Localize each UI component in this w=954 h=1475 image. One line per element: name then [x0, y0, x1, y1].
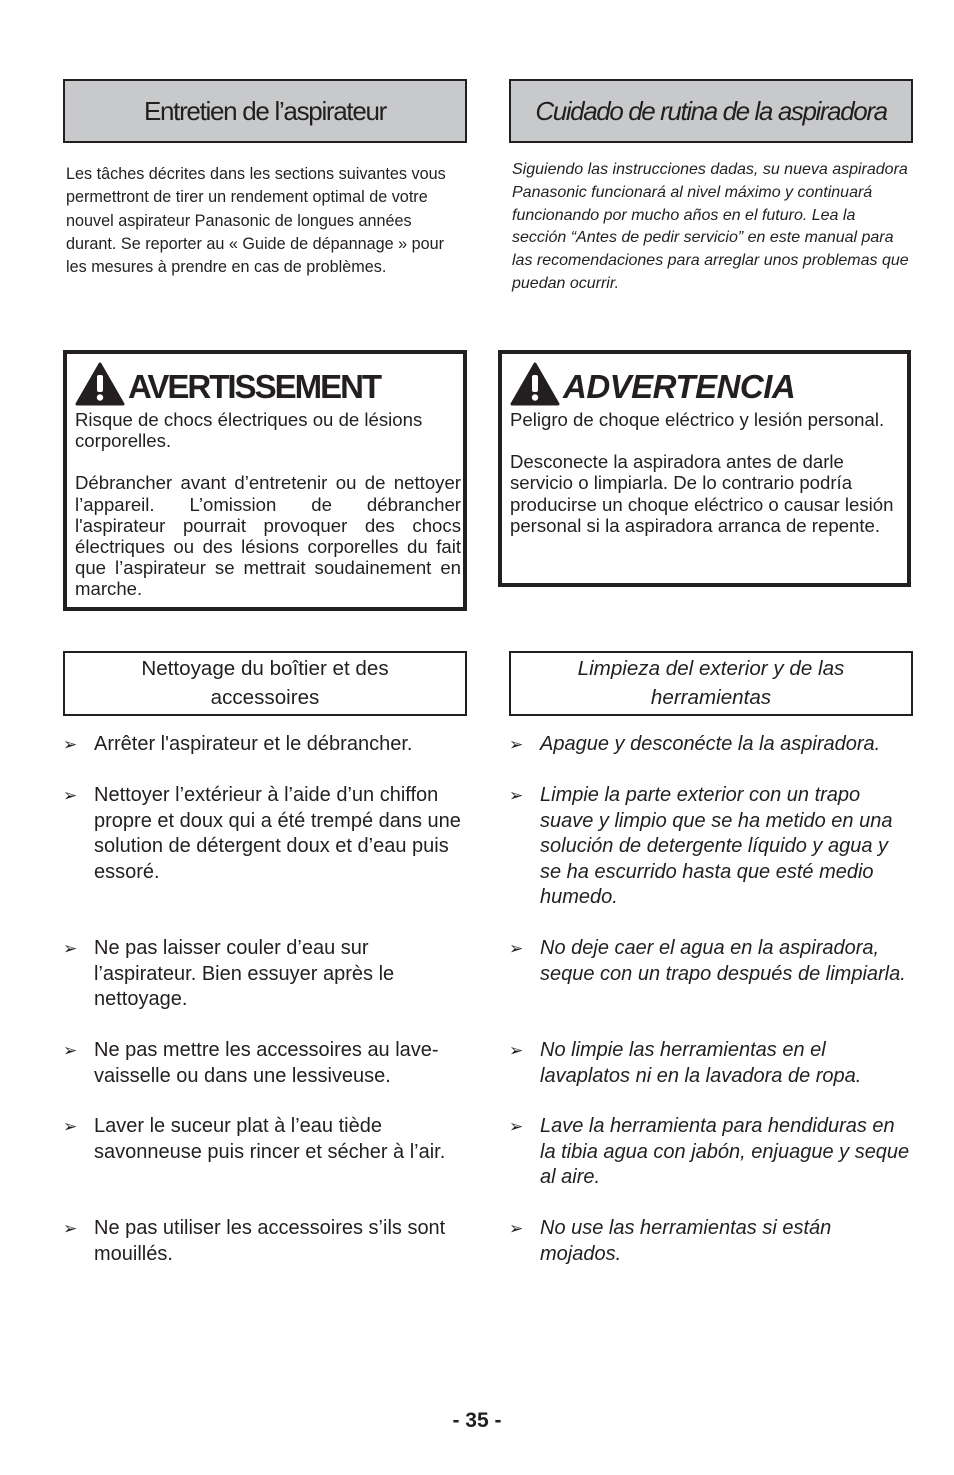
list-item-text: Nettoyer l’extérieur à l’aide d’un chiffon propre et doux qui a été trempé dans une solution de détergent doux et d’eau puis essoré. — [94, 784, 461, 883]
list-item-text: Limpie la parte exterior con un trapo suave y limpio que se ha metido en una solución de detergente líquido y agua y se ha escurrido hasta que esté medio humedo. — [540, 784, 893, 908]
list-item — [509, 1216, 913, 1267]
page-number: - 35 - — [452, 1409, 502, 1432]
list-item-text: Ne pas mettre les accessoires au lave-vaisselle ou dans une lessiveuse. — [94, 1039, 439, 1087]
list-item — [63, 936, 467, 1013]
arrow-bullet-icon: ➢ — [63, 1117, 78, 1136]
list-item — [509, 936, 913, 987]
arrow-bullet-icon: ➢ — [63, 939, 78, 958]
arrow-bullet-icon: ➢ — [63, 786, 78, 805]
subheading-french: Nettoyage du boîtier et des accessoires — [141, 657, 389, 709]
intro-text-french: Les tâches décrites dans les sections suivantes vous permettront de tirer un rendement optimal de votre nouvel aspirateur Panasonic de longues années durant. Se reporter au « Guide de dépannage » pour les mesures à prendre en cas de problèmes. — [66, 165, 446, 277]
list-item-text: No limpie las herramientas en el lavaplatos ni en la lavadora de ropa. — [540, 1039, 862, 1087]
arrow-bullet-icon: ➢ — [509, 735, 524, 754]
warning-header-spanish — [510, 362, 795, 406]
list-item — [63, 1038, 467, 1089]
warning-instruction-text: Desconecte la aspiradora antes de darle servicio o limpiarla. De lo contrario podría producirse un choque eléctrico o causar lesión personal si la aspiradora arranca de repente. — [510, 451, 894, 536]
warning-header-french — [75, 362, 380, 406]
arrow-bullet-icon: ➢ — [509, 939, 524, 958]
list-item-text: Arrêter l'aspirateur et le débrancher. — [94, 733, 413, 755]
arrow-bullet-icon: ➢ — [63, 1219, 78, 1238]
warning-body-spanish — [510, 409, 905, 557]
arrow-bullet-icon: ➢ — [63, 1041, 78, 1060]
warning-body-french — [75, 409, 461, 621]
intro-text-spanish: Siguiendo las instrucciones dadas, su nueva aspiradora Panasonic funcionará al nivel máximo y continuará funcionando por mucho años en el futuro. Lea la sección “Antes de pedir servicio” en este manual para las recomendaciones para arreglar unos problemas que puedan ocurrir. — [512, 161, 909, 292]
list-item-text: Ne pas utiliser les accessoires s’ils sont mouillés. — [94, 1217, 446, 1265]
list-item-text: Laver le suceur plat à l’eau tiède savonneuse puis rincer et sécher à l’air. — [94, 1115, 446, 1163]
warning-triangle-icon — [75, 362, 125, 406]
arrow-bullet-icon: ➢ — [509, 786, 524, 805]
subheading-box-spanish — [509, 651, 913, 716]
warning-risk-text: Risque de chocs électriques ou de lésions corporelles. — [75, 409, 423, 452]
list-item-text: Lave la herramienta para hendiduras en la tibia agua con jabón, enjuague y seque al aire. — [540, 1115, 910, 1188]
warning-title-french: AVERTISSEMENT — [128, 368, 381, 405]
list-item — [509, 783, 913, 911]
arrow-bullet-icon: ➢ — [509, 1219, 524, 1238]
list-item — [63, 1114, 467, 1165]
list-item-text: No use las herramientas si están mojados. — [540, 1217, 832, 1265]
list-item-text: No deje caer el agua en la aspiradora, seque con un trapo después de limpiarla. — [540, 937, 906, 985]
list-item-text: Ne pas laisser couler d’eau sur l’aspirateur. Bien essuyer après le nettoyage. — [94, 937, 395, 1010]
list-item — [509, 1038, 913, 1089]
section-title-spanish: Cuidado de rutina de la aspiradora — [509, 79, 913, 143]
list-item-text: Apague y desconécte la la aspiradora. — [540, 733, 881, 755]
warning-risk-text: Peligro de choque eléctrico y lesión personal. — [510, 409, 885, 430]
warning-instruction-text: Débrancher avant d’entretenir ou de nettoyer l’appareil. L’omission de débrancher l'aspirateur pourrait provoquer des chocs électriques ou des lésions corporelles du fait que l’aspirateur se mettrait soudainement en marche. — [75, 472, 461, 600]
warning-box-spanish — [498, 350, 911, 587]
subheading-spanish: Limpieza del exterior y de las herramientas — [577, 657, 845, 709]
list-item — [63, 732, 467, 758]
arrow-bullet-icon: ➢ — [509, 1041, 524, 1060]
arrow-bullet-icon: ➢ — [63, 735, 78, 754]
list-item — [509, 732, 913, 758]
arrow-bullet-icon: ➢ — [509, 1117, 524, 1136]
warning-box-french — [63, 350, 467, 611]
list-item — [63, 1216, 467, 1267]
section-title-french: Entretien de l’aspirateur — [63, 79, 467, 143]
list-item — [509, 1114, 913, 1191]
list-item — [63, 783, 467, 885]
warning-triangle-icon — [510, 362, 560, 406]
warning-title-spanish: ADVERTENCIA — [563, 368, 796, 405]
subheading-box-french — [63, 651, 467, 716]
